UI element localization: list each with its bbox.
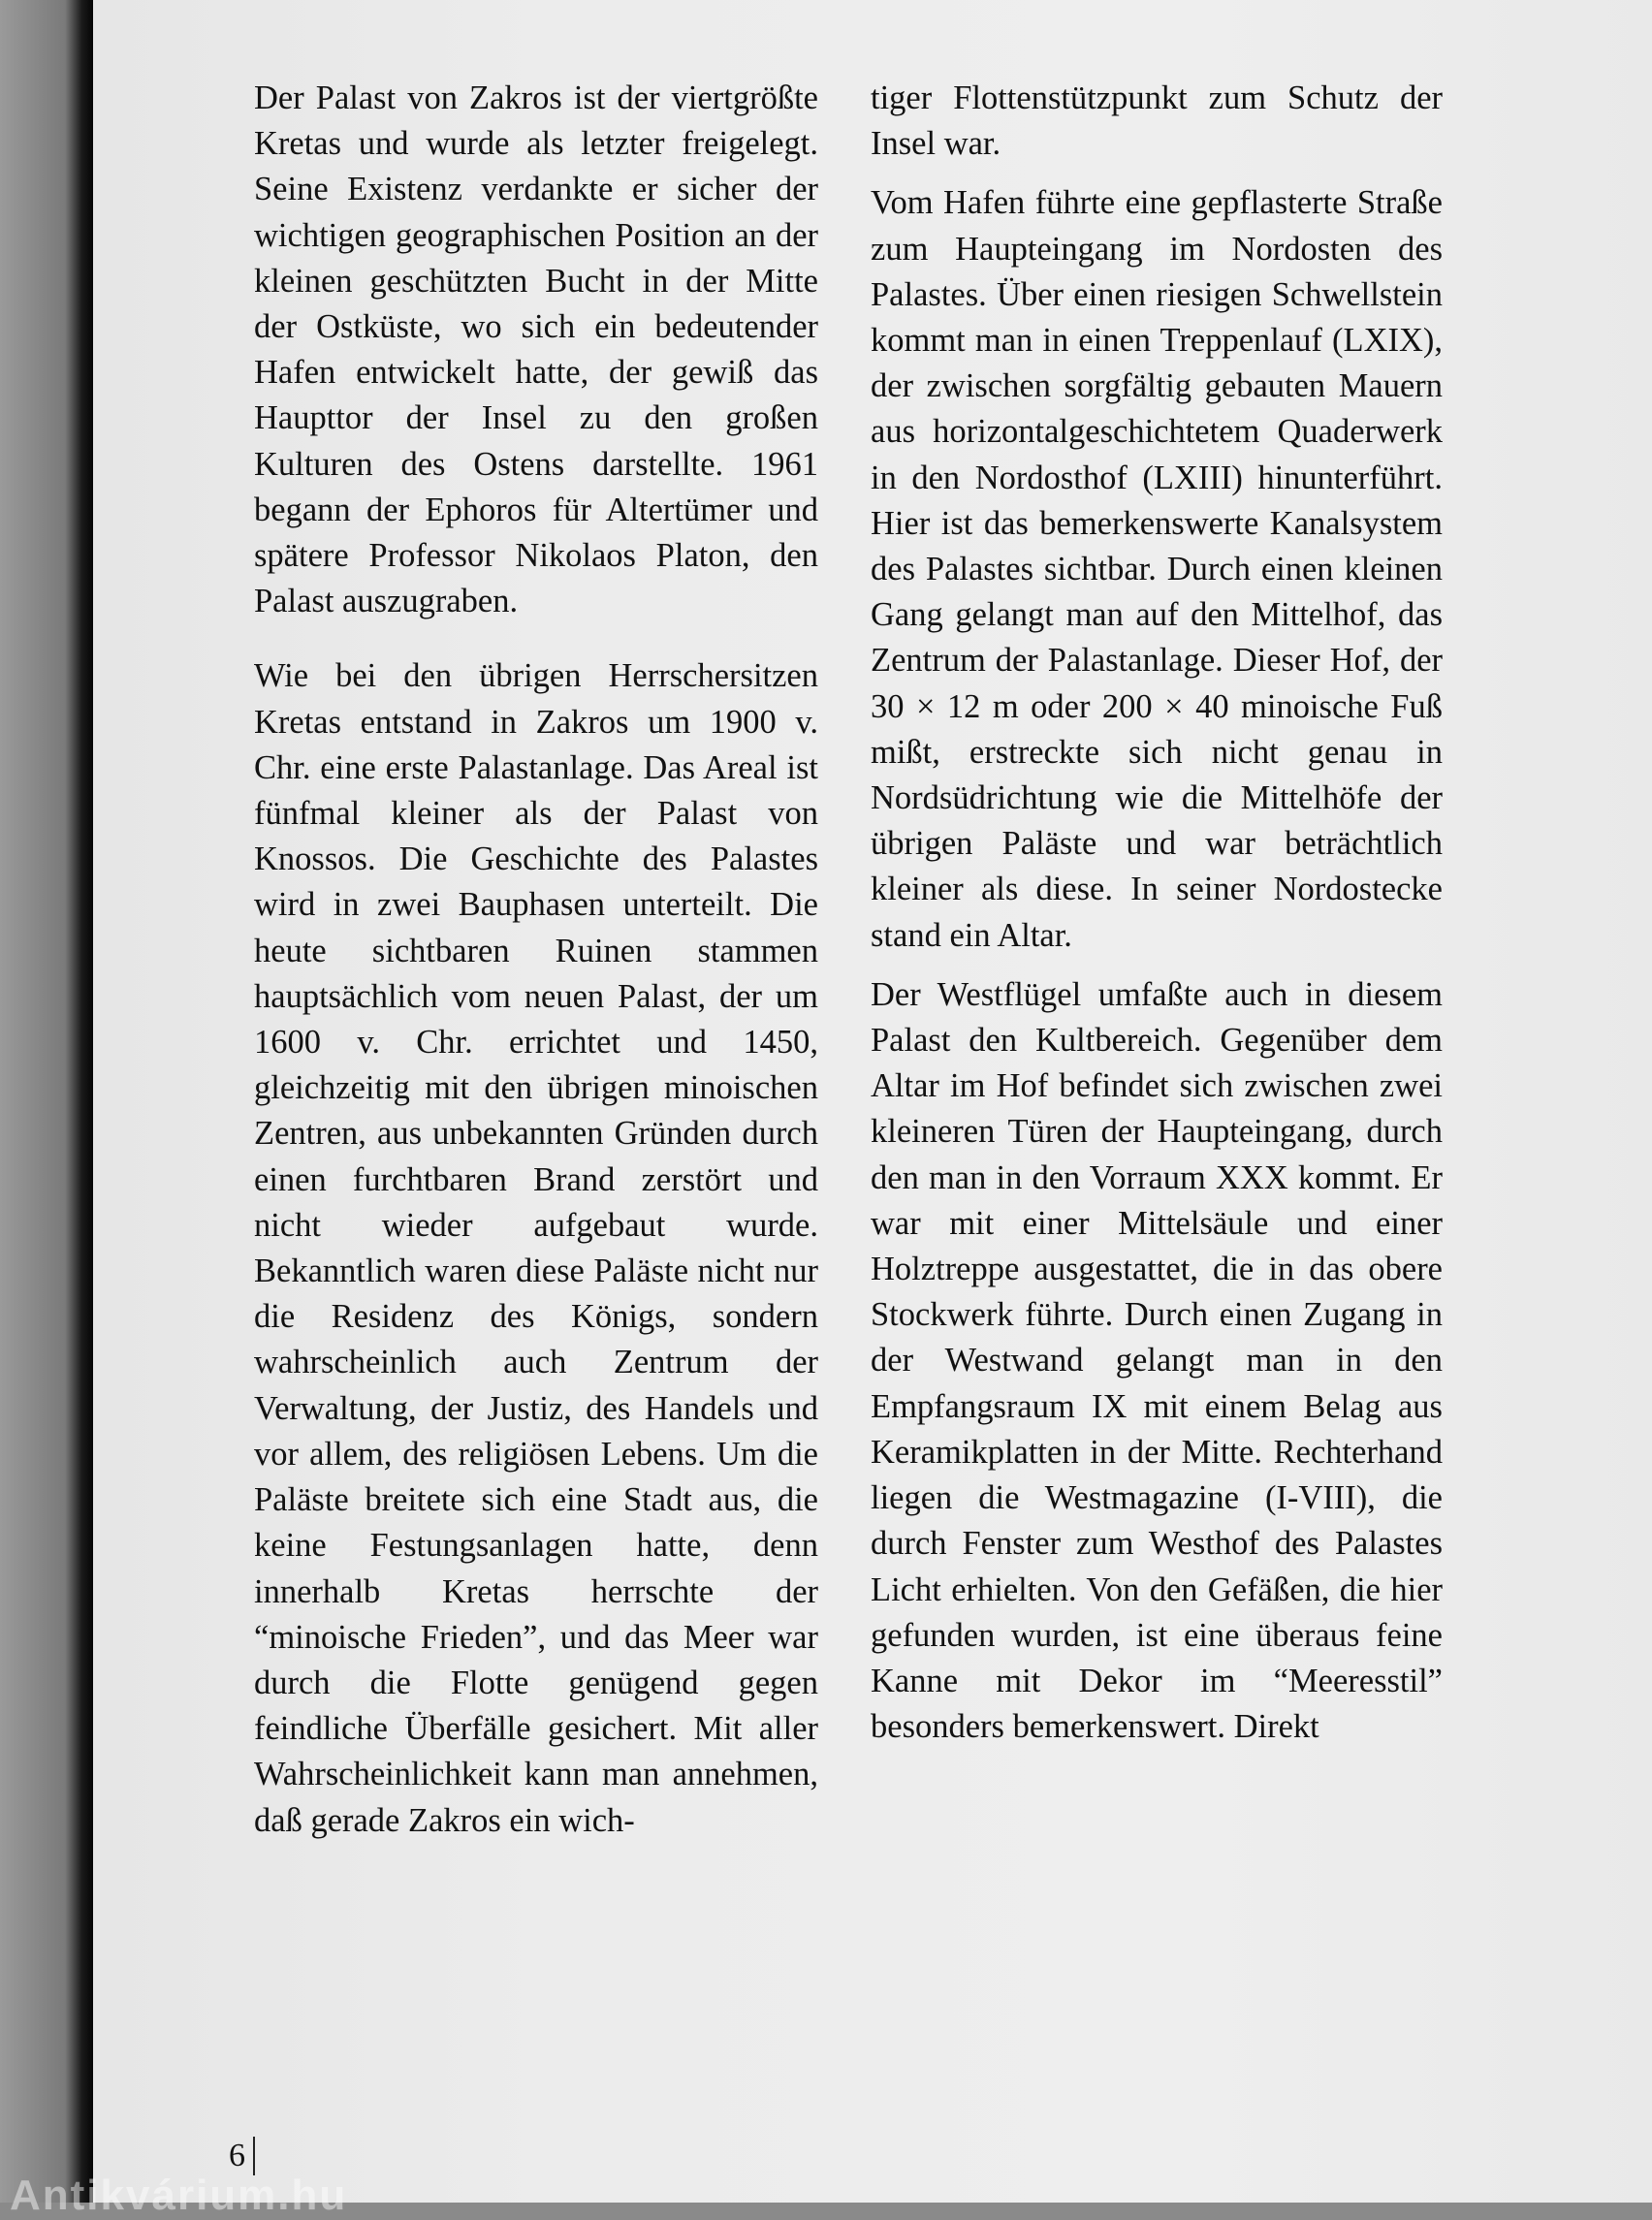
book-spine-edge bbox=[0, 0, 93, 2203]
paragraph: Wie bei den übrigen Herrschersitzen Kretas entstand in Zakros um 1900 v. Chr. eine erste Palastanlage. Das Areal ist fünfmal kleiner als der Palast von Knossos. Die Geschichte des Palastes wird in zwei Bauphasen unterteilt. Die heute sichtbaren Ruinen stammen hauptsächlich vom neuen Palast, der um 1600 v. Chr. errichtet und 1450, gleichzeitig mit den übrigen minoischen Zentren, aus unbekannten Gründen durch einen furchtbaren Brand zerstört und nicht wieder aufgebaut wurde. Bekanntlich waren diese Paläste nicht nur die Residenz des Königs, sondern wahrscheinlich auch Zentrum der Verwaltung, der Justiz, des Handels und vor allem, des religiösen Lebens. Um die Paläste breitete sich eine Stadt aus, die keine Festungsanlagen hatte, denn innerhalb Kretas herrschte der “minoische Frieden”, und das Meer war durch die Flotte genügend gegen feindliche Überfälle gesichert. Mit aller Wahrscheinlichkeit kann man annehmen, daß gerade Zakros ein wich- bbox=[254, 657, 818, 1839]
watermark: Antikvárium.hu bbox=[10, 2172, 348, 2219]
paragraph: Der Palast von Zakros ist der viertgrößte Kretas und wurde als letzter freigelegt. Seine Existenz verdankte er sicher der wichtigen geographischen Position an der kleinen geschützten Bucht in der Mitte der Ostküste, wo sich ein bedeutender Hafen entwickelt hatte, der gewiß das Haupttor der Insel zu den großen Kulturen des Ostens darstellte. 1961 begann der Ephoros für Altertümer und spätere Professor Nikolaos Platon, den Palast auszugraben. bbox=[254, 79, 818, 620]
right-text-column bbox=[871, 76, 1443, 1750]
paragraph: Der Westflügel umfaßte auch in diesem Palast den Kultbereich. Gegenüber dem Altar im Hof befindet sich zwischen zwei kleineren Türen der Haupteingang, durch den man in den Vorraum XXX kommt. Er war mit einer Mittelsäule und einer Holztreppe ausgestattet, die in das obere Stockwerk führte. Durch einen Zugang in der Westwand gelangt man in den Empfangsraum IX mit einem Belag aus Keramikplatten in der Mitte. Rechterhand liegen die Westmagazine (I-VIII), die durch Fenster zum Westhof des Palastes Licht erhielten. Von den Gefäßen, die hier gefunden wurden, ist eine überaus feine Kanne mit Dekor im “Meeresstil” besonders bemerkenswert. Direkt bbox=[871, 975, 1443, 1746]
page-number: 6 bbox=[229, 2137, 255, 2175]
paragraph: Vom Hafen führte eine gepflasterte Straße zum Haupteingang im Nordosten des Palastes. Über einen riesigen Schwellstein kommt man in einen Treppenlauf (LXIX), der zwischen sorgfältig gebauten Mauern aus horizontalgeschichtetem Quaderwerk in den Nordosthof (LXIII) hinunterführt. Hier ist das bemerkenswerte Kanalsystem des Palastes sichtbar. Durch einen kleinen Gang gelangt man auf den Mittelhof, das Zentrum der Palastanlage. Dieser Hof, der 30 × 12 m oder 200 × 40 minoische Fuß mißt, erstreckte sich nicht genau in Nordsüdrichtung wie die Mittelhöfe der übrigen Paläste und war beträchtlich kleiner als diese. In seiner Nordostecke stand ein Altar. bbox=[871, 184, 1443, 954]
paragraph: tiger Flottenstützpunkt zum Schutz der Insel war. bbox=[871, 79, 1443, 163]
left-text-column bbox=[254, 76, 818, 1844]
